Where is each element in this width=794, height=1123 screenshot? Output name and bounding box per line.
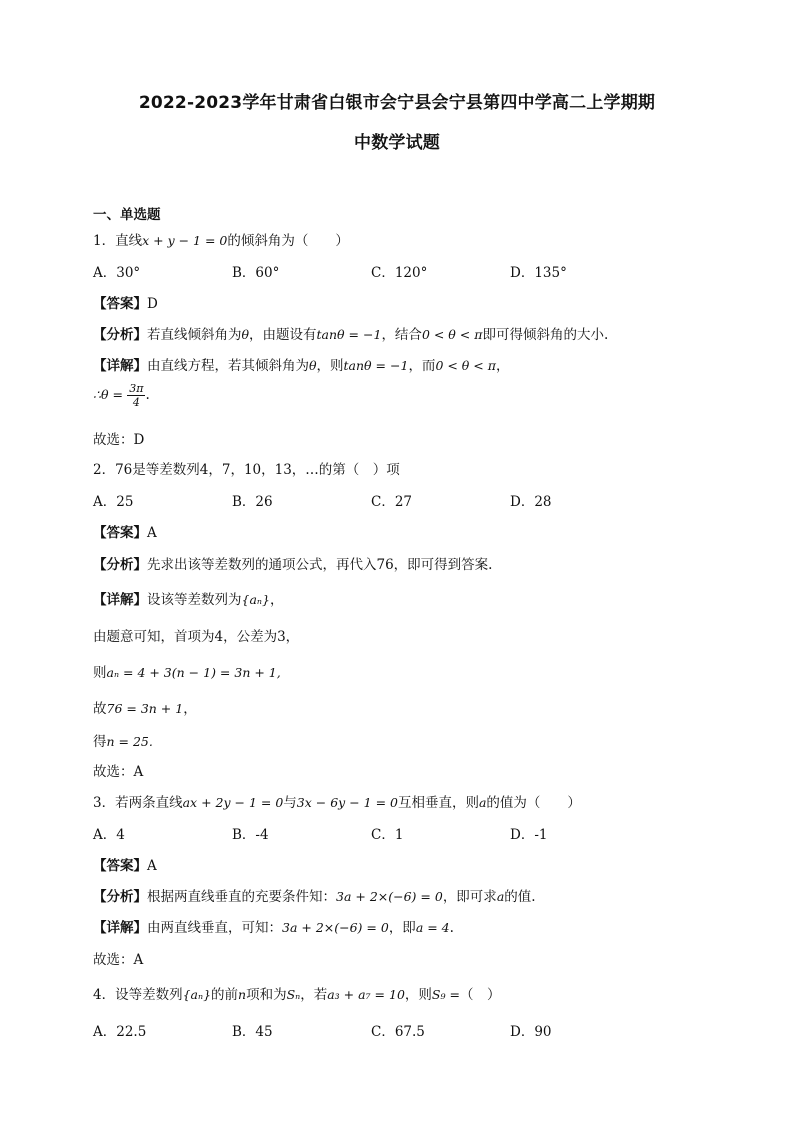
q3-stem-text-4: 的值为（ ） (486, 795, 581, 811)
q1-option-d: D．135° (510, 265, 567, 281)
q2-answer (93, 521, 157, 541)
q3-analysis-math-1: 3a + 2×(−6) = 0 (336, 889, 443, 904)
q2-line-3-text-2: ， (183, 701, 197, 717)
q4-stem-math-2: n (238, 987, 247, 1002)
q3-option-d: D．-1 (510, 827, 548, 843)
q1-analysis-text: 若直线倾斜角为 (147, 327, 242, 343)
q3-analysis-math-2: a (496, 889, 505, 904)
q3-stem-text-2: 与 (283, 795, 297, 811)
q2-option-d: D．28 (510, 494, 552, 510)
q3-analysis-text: 根据两直线垂直的充要条件知： (147, 889, 336, 905)
q1-result-fraction (127, 382, 145, 409)
q1-analysis-math-3: 0 < θ < π (421, 327, 483, 342)
q1-answer (93, 292, 158, 312)
q1-result-prefix: ∴θ = (93, 387, 123, 402)
q1-detail-text: 由直线方程，若其倾斜角为 (147, 358, 309, 374)
q2-detail-text: 设该等差数列为 (147, 592, 242, 608)
answer-tag: 【答案】 (93, 858, 147, 874)
q2-line-2-math: aₙ = 4 + 3(n − 1) = 3n + 1, (106, 665, 281, 680)
q2-analysis (93, 553, 492, 573)
q2-line-3-text: 故 (93, 701, 107, 717)
q2-line-2 (93, 661, 281, 681)
answer-tag: 【答案】 (93, 525, 147, 541)
q4-stem-math-4: a₃ + a₇ = 10 (327, 987, 405, 1002)
answer-tag: 【答案】 (93, 296, 147, 312)
q2-line-3-math: 76 = 3n + 1 (106, 701, 184, 716)
q2-detail-text-2: ， (269, 592, 284, 608)
analysis-tag: 【分析】 (93, 327, 147, 343)
detail-tag: 【详解】 (93, 592, 147, 608)
q1-analysis-math-2: tanθ = −1 (316, 327, 382, 342)
fraction-denominator: 4 (132, 396, 140, 409)
q3-choose: 故选：A (93, 952, 144, 968)
q1-option-c: C．120° (371, 265, 428, 281)
detail-tag: 【详解】 (93, 358, 147, 374)
q4-option-d: D．90 (510, 1024, 552, 1040)
q2-analysis-text: 先求出该等差数列的通项公式，再代入76，即可得到答案. (147, 557, 493, 573)
q1-detail (93, 354, 509, 374)
q3-detail-text: 由两直线垂直，可知： (147, 920, 282, 936)
detail-tag: 【详解】 (93, 920, 147, 936)
q1-detail-text-3: ，而 (408, 358, 436, 374)
q2-line-3 (93, 697, 197, 717)
q4-stem-math-3: Sₙ (286, 987, 301, 1002)
q3-stem-math-3: a (478, 795, 487, 810)
q1-analysis-math-1: θ (241, 327, 250, 342)
q2-line-4-math: n = 25. (106, 734, 153, 749)
q3-option-b: B．-4 (232, 827, 269, 843)
q2-line-2-text: 则 (93, 665, 107, 681)
q3-stem (93, 791, 581, 811)
q2-answer-value: A (147, 525, 157, 541)
q3-stem-math-2: 3x − 6y − 1 = 0 (296, 795, 398, 810)
q4-stem-text-5: ，则 (404, 987, 432, 1003)
q3-option-a: A．4 (93, 827, 125, 843)
q3-detail-math-2: a = 4 (415, 920, 450, 935)
q3-stem-text: 3．若两条直线 (93, 795, 183, 811)
q1-option-b: B．60° (232, 265, 280, 281)
q1-detail-text-2: ，则 (316, 358, 344, 374)
q1-detail-text-4: ， (495, 358, 510, 374)
q1-stem-text-2: 的倾斜角为（ ） (227, 233, 349, 249)
section-heading: 一、单选题 (93, 207, 161, 223)
q3-option-c: C．1 (371, 827, 404, 843)
q2-option-b: B．26 (232, 494, 273, 510)
q4-stem-math-1: {aₙ} (182, 987, 212, 1002)
analysis-tag: 【分析】 (93, 557, 147, 573)
q3-detail-text-3: . (449, 920, 454, 936)
q3-analysis-text-3: 的值. (504, 889, 536, 905)
q1-analysis (93, 323, 608, 343)
q1-detail-math-2: tanθ = −1 (343, 358, 409, 373)
q2-detail (93, 588, 283, 608)
q1-detail-math-3: 0 < θ < π (435, 358, 496, 373)
q1-stem-math: x + y − 1 = 0 (142, 233, 228, 248)
q1-result (93, 382, 150, 409)
q4-option-b: B．45 (232, 1024, 273, 1040)
q3-stem-math-1: ax + 2y − 1 = 0 (182, 795, 284, 810)
q1-analysis-text-3: ，结合 (381, 327, 422, 343)
q2-line-1: 由题意可知，首项为4，公差为3， (93, 629, 300, 645)
fraction-numerator: 3π (129, 382, 144, 395)
q4-stem-math-5: S₉ = (431, 987, 460, 1002)
document-title-line1: 2022-2023学年甘肃省白银市会宁县会宁县第四中学高二上学期期 (138, 93, 656, 113)
analysis-tag: 【分析】 (93, 889, 147, 905)
q1-choose: 故选：D (93, 432, 145, 448)
q3-answer-value: A (147, 858, 157, 874)
q1-detail-math-1: θ (309, 358, 317, 373)
q4-option-a: A．22.5 (93, 1024, 147, 1040)
q3-detail-text-2: ，即 (388, 920, 416, 936)
q1-answer-value: D (147, 296, 158, 312)
q1-stem-text: 1．直线 (93, 233, 143, 249)
q4-stem-text-3: 项和为 (246, 987, 287, 1003)
q1-stem (93, 229, 349, 249)
q1-option-a: A．30° (93, 265, 141, 281)
document-title-line2: 中数学试题 (354, 133, 440, 153)
q4-option-c: C．67.5 (371, 1024, 425, 1040)
q2-detail-math: {aₙ} (241, 592, 270, 607)
q2-stem: 2．76是等差数列4，7，10，13，…的第（ ）项 (93, 462, 400, 478)
q2-option-a: A．25 (93, 494, 134, 510)
q3-analysis-text-2: ，即可求 (442, 889, 497, 905)
q3-detail (93, 916, 454, 936)
q4-stem-text-4: ，若 (300, 987, 328, 1003)
q4-stem (93, 983, 500, 1003)
q1-result-suffix: . (145, 387, 150, 403)
q1-analysis-text-2: ，由题设有 (249, 327, 317, 343)
q2-choose: 故选：A (93, 764, 144, 780)
q2-line-4-text: 得 (93, 734, 107, 750)
q3-answer (93, 854, 157, 874)
q2-line-4 (93, 730, 153, 750)
q3-stem-text-3: 互相垂直，则 (397, 795, 479, 811)
q2-option-c: C．27 (371, 494, 413, 510)
q3-detail-math-1: 3a + 2×(−6) = 0 (282, 920, 389, 935)
q1-analysis-text-4: 即可得倾斜角的大小. (482, 327, 609, 343)
q4-stem-text-2: 的前 (211, 987, 239, 1003)
q4-stem-text: 4．设等差数列 (93, 987, 183, 1003)
q4-stem-text-6: （ ） (459, 987, 501, 1003)
q3-analysis (93, 885, 536, 905)
